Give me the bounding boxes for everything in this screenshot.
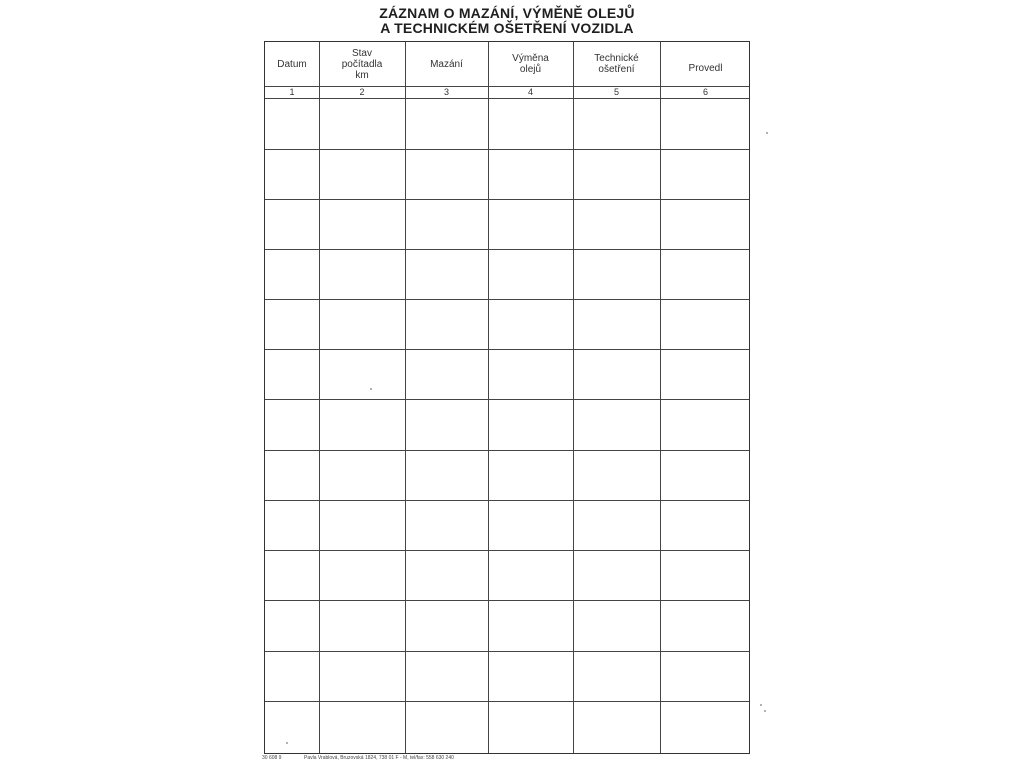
row-divider bbox=[265, 450, 749, 451]
column-header-odometer: Stav počítadla km bbox=[341, 47, 383, 81]
column-number: 5 bbox=[613, 87, 619, 97]
scan-speck bbox=[760, 704, 762, 706]
number-row-divider bbox=[265, 98, 749, 99]
column-header-lubrication: Mazání bbox=[430, 58, 463, 70]
row-divider bbox=[265, 550, 749, 551]
row-divider bbox=[265, 149, 749, 150]
row-divider bbox=[265, 299, 749, 300]
row-divider bbox=[265, 399, 749, 400]
column-header-performed-by: Provedl bbox=[688, 62, 723, 74]
column-header-oil-change: Výměna olejů bbox=[512, 53, 549, 75]
row-divider bbox=[265, 651, 749, 652]
row-divider bbox=[265, 600, 749, 601]
row-divider bbox=[265, 249, 749, 250]
scan-speck bbox=[764, 710, 766, 712]
scan-speck bbox=[286, 742, 288, 744]
footer-code: 30 608 9 bbox=[262, 755, 282, 761]
column-number: 2 bbox=[359, 87, 365, 97]
scan-speck bbox=[370, 388, 372, 390]
scan-speck bbox=[766, 132, 768, 134]
footer-publisher: Pavla Vrablová, Bruzovská 1824, 738 01 F - M, tel/fax: 558 630 240 bbox=[304, 755, 454, 761]
row-divider bbox=[265, 349, 749, 350]
page-title-line-1: ZÁZNAM O MAZÁNÍ, VÝMĚNĚ OLEJŮ bbox=[379, 5, 635, 21]
column-number: 6 bbox=[702, 87, 708, 97]
row-divider bbox=[265, 500, 749, 501]
page-title-line-2: A TECHNICKÉM OŠETŘENÍ VOZIDLA bbox=[380, 20, 634, 36]
record-table bbox=[264, 41, 750, 754]
row-divider bbox=[265, 701, 749, 702]
row-divider bbox=[265, 199, 749, 200]
column-header-datum: Datum bbox=[277, 58, 307, 70]
column-header-maintenance: Technické ošetření bbox=[594, 53, 639, 75]
column-number: 1 bbox=[289, 87, 295, 97]
column-number: 4 bbox=[527, 87, 533, 97]
column-number: 3 bbox=[443, 87, 449, 97]
